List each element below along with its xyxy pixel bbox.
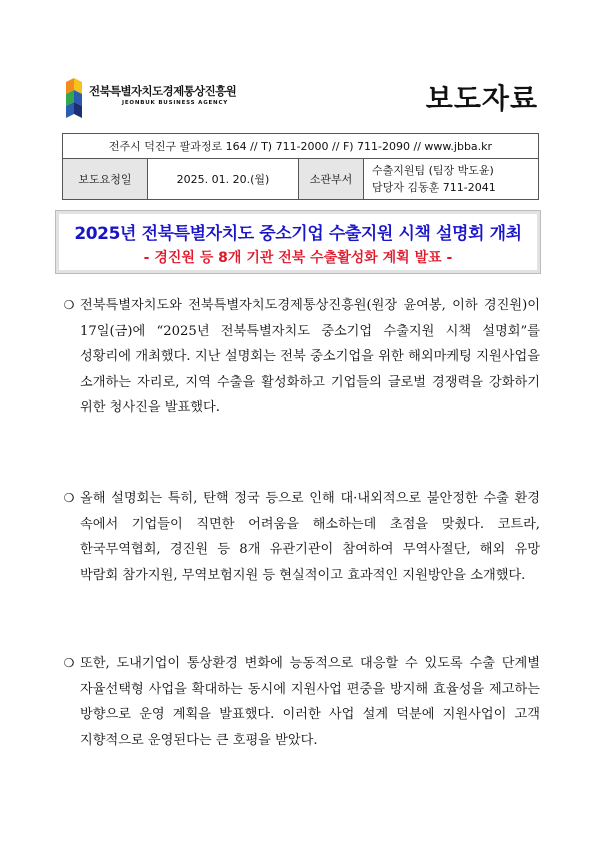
request-date-label: 보도요청일 [63,159,148,200]
dept-contact: 담당자 김동훈 711-2041 [372,181,496,194]
doc-type-title: 보도자료 [425,82,538,115]
info-table [62,133,539,200]
dept-team: 수출지원팀 (팀장 박도윤) [372,164,494,177]
paragraph-3 [62,651,540,753]
paragraph-text: 또한, 도내기업이 통상환경 변화에 능동적으로 대응할 수 있도록 수출 단계별 자율선택형 사업을 확대하는 동시에 지원사업 편중을 방지해 효율성을 제고하는 방향으로 운영 계획을 발표했다. 이러한 사업 설계 덕분에 지원사업이 고객 지향적으로 운영된다는 큰 호평을 받았다. [80,656,540,748]
headline-subtitle: - 경진원 등 8개 기관 전북 수출활성화 계획 발표 - [143,250,453,266]
request-date: 2025. 01. 20.(월) [148,159,299,200]
address-line: 전주시 덕진구 팔과정로 164 // T) 711-2000 // F) 711-2090 // www.jbba.kr [63,134,539,159]
paragraph-text: 올해 설명회는 특히, 탄핵 정국 등으로 인해 대·내외적으로 불안정한 수출 환경 속에서 기업들이 직면한 어려움을 해소하는데 초점을 맞췄다. 코트라, 한국무역협회, 경진원 등 8개 유관기관이 참여하여 무역사절단, 해외 유망 박람회 참가지원, 무역보험지원 등 현실적이고 효과적인 지원방안을 소개했다. [80,491,540,583]
paragraph-1 [62,293,540,421]
bullet-icon: ❍ [63,298,75,312]
paragraph-2 [62,486,540,588]
org-name-en: JEONBUK BUSINESS AGENCY [122,100,229,106]
bullet-icon: ❍ [63,656,75,670]
agency-emblem-icon [62,76,86,120]
headline-title: 2025년 전북특별자치도 중소기업 수출지원 시책 설명회 개최 [74,224,522,244]
dept-info [364,159,539,200]
dept-label: 소관부서 [299,159,364,200]
agency-logo [62,76,252,120]
org-name: 전북특별자치도경제통상진흥원 [89,84,237,98]
bullet-icon: ❍ [63,491,75,505]
headline-box [55,210,541,274]
paragraph-text: 전북특별자치도와 전북특별자치도경제통상진흥원(원장 윤여봉, 이하 경진원)이 17일(금)에 “2025년 전북특별자치도 중소기업 수출지원 시책 설명회”를 성황리에 개최했다. 지난 설명회는 전북 중소기업을 위한 해외마케팅 지원사업을 소개하는 자리로, 지역 수출을 활성화하고 기업들의 글로벌 경쟁력을 강화하기 위한 청사진을 발표했다. [80,298,540,416]
